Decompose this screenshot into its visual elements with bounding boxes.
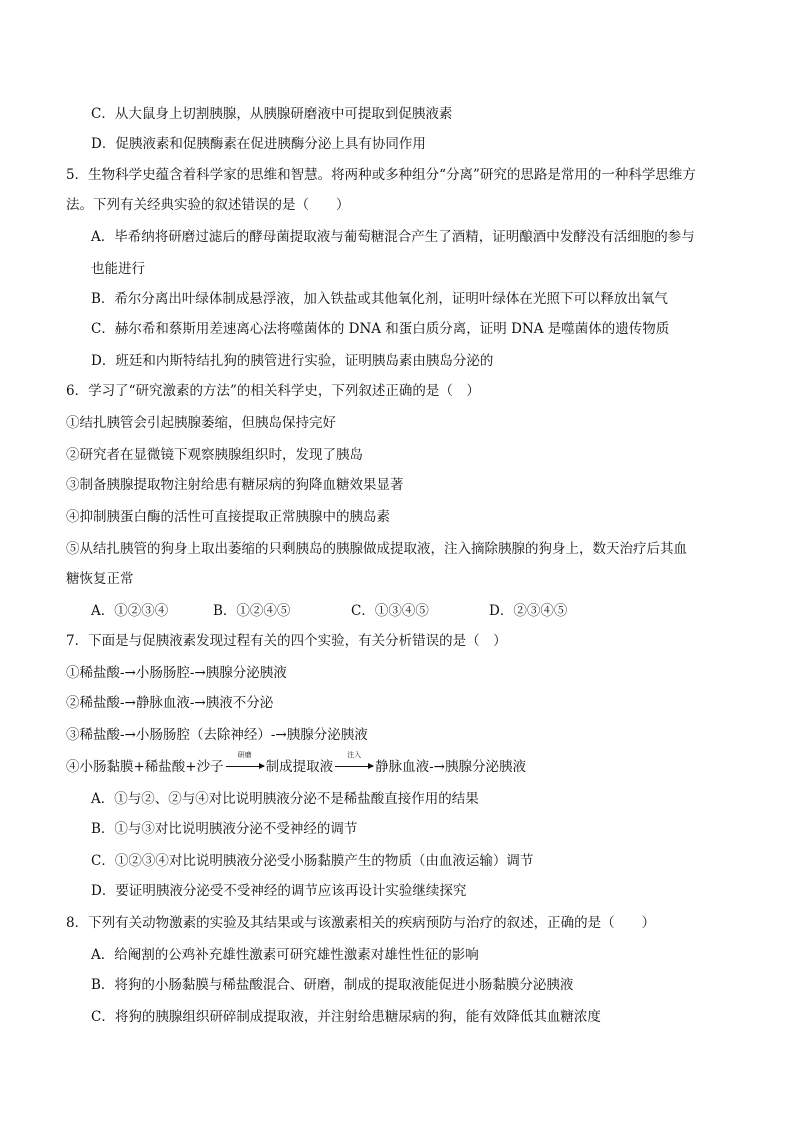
option-4c: C．从大鼠身上切割胰腺，从胰腺研磨液中可提取到促胰液素 (91, 106, 453, 122)
statement-6-2: ②研究者在显微镜下观察胰腺组织时，发现了胰岛 (66, 447, 363, 463)
statement-6-5: ⑤从结扎胰管的狗身上取出萎缩的只剩胰岛的胰腺做成提取液，注入摘除胰腺的狗身上，数天治疗后其血 (66, 541, 687, 557)
experiment-7-2: ②稀盐酸-→静脉血液-→胰液不分泌 (66, 695, 274, 711)
arrow-grind-label: 研磨 (237, 751, 252, 759)
option-8b: B．将狗的小肠黏膜与稀盐酸混合、研磨，制成的提取液能促进小肠黏膜分泌胰液 (91, 977, 574, 993)
question-8-stem: 8．下列有关动物激素的实验及其结果或与该激素相关的疾病预防与治疗的叙述，正确的是（ ） (66, 915, 656, 931)
arrow-right-icon (226, 766, 264, 767)
option-7d: D．要证明胰液分泌受不受神经的调节应该再设计实验继续探究 (91, 883, 467, 899)
experiment-7-1: ①稀盐酸-→小肠肠腔-→胰腺分泌胰液 (66, 665, 287, 681)
option-6b: B．①②④⑤ (213, 603, 291, 619)
statement-6-5-cont: 糖恢复正常 (66, 571, 134, 587)
question-6-stem: 6．学习了“研究激素的方法”的相关科学史，下列叙述正确的是（ ） (66, 383, 480, 399)
arrow-grind (226, 751, 264, 776)
experiment-7-3: ③稀盐酸-→小肠肠腔（去除神经）-→胰腺分泌胰液 (66, 727, 368, 743)
option-5a-cont: 也能进行 (91, 261, 145, 277)
option-6c: C．①③④⑤ (351, 603, 429, 619)
option-5b: B．希尔分离出叶绿体制成悬浮液，加入铁盐或其他氧化剂，证明叶绿体在光照下可以释放出氧气 (91, 291, 668, 307)
statement-6-3: ③制备胰腺提取物注射给患有糖尿病的狗降血糖效果显著 (66, 477, 404, 493)
option-7a: A．①与②、②与④对比说明胰液分泌不是稀盐酸直接作用的结果 (91, 791, 479, 807)
option-4d: D．促胰液素和促胰酶素在促进胰酶分泌上具有协同作用 (91, 136, 426, 152)
option-7c: C．①②③④对比说明胰液分泌受小肠黏膜产生的物质（由血液运输）调节 (91, 853, 534, 869)
option-5d: D．班廷和内斯特结扎狗的胰管进行实验，证明胰岛素由胰岛分泌的 (91, 353, 494, 369)
experiment-7-4-part2: 制成提取液 (265, 759, 334, 775)
arrow-inject-label: 注入 (347, 751, 362, 759)
option-6d: D．②③④⑤ (489, 603, 568, 619)
option-5c: C．赫尔希和蔡斯用差速离心法将噬菌体的 DNA 和蛋白质分离，证明 DNA 是噬菌体的遗传物质 (91, 321, 670, 337)
experiment-7-4-part3: 静脉血液-→胰腺分泌胰液 (375, 759, 526, 775)
experiment-7-4-part1: ④小肠黏膜+稀盐酸+沙子 (66, 759, 224, 775)
statement-6-4: ④抑制胰蛋白酶的活性可直接提取正常胰腺中的胰岛素 (66, 509, 390, 525)
option-8c: C．将狗的胰腺组织研碎制成提取液，并注射给患糖尿病的狗，能有效降低其血糖浓度 (91, 1009, 601, 1025)
question-5-stem: 5．生物科学史蕴含着科学家的思维和智慧。将两种或多种组分“分离”研究的思路是常用的一种科学思维方 (66, 167, 696, 183)
arrow-right-icon (335, 766, 373, 767)
question-6-options (91, 602, 567, 620)
statement-6-1: ①结扎胰管会引起胰腺萎缩，但胰岛保持完好 (66, 415, 336, 431)
option-8a: A．给阉割的公鸡补充雄性激素可研究雄性激素对雄性性征的影响 (91, 947, 479, 963)
arrow-inject (335, 751, 373, 776)
experiment-7-4 (66, 751, 526, 776)
question-5-stem-cont: 法。下列有关经典实验的叙述错误的是（ ） (66, 197, 350, 213)
option-6a: A．①②③④ (91, 603, 169, 619)
question-7-stem: 7．下面是与促胰液素发现过程有关的四个实验，有关分析错误的是（ ） (66, 633, 507, 649)
option-5a: A．毕希纳将研磨过滤后的酵母菌提取液与葡萄糖混合产生了酒精，证明酿酒中发酵没有活细胞的参与 (91, 229, 695, 245)
option-7b: B．①与③对比说明胰液分泌不受神经的调节 (91, 821, 358, 837)
